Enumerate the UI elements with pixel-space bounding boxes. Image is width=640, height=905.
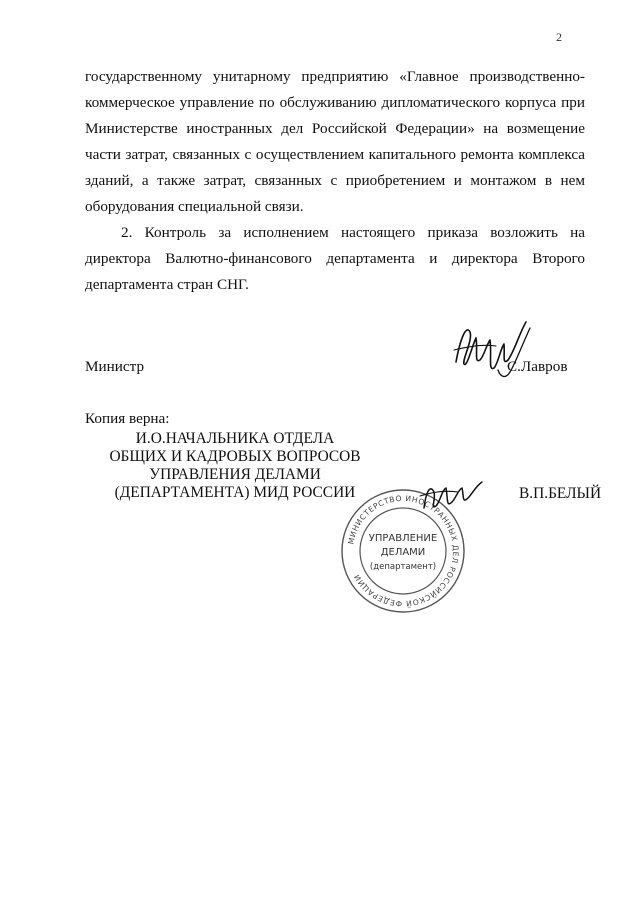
copy-certified-label: Копия верна: <box>85 410 170 427</box>
paragraph-line: зданий, а также затрат, связанных с приобретением и монтажом в нем <box>85 172 585 189</box>
official-title <box>95 430 375 502</box>
paragraph-line: 2. Контроль за исполнением настоящего приказа возложить на <box>121 224 585 241</box>
official-title-line: ОБЩИХ И КАДРОВЫХ ВОПРОСОВ <box>109 448 361 465</box>
paragraph-line: департамента стран СНГ. <box>85 276 249 293</box>
stamp-center-line: ДЕЛАМИ <box>380 547 426 558</box>
minister-label: Министр <box>85 358 145 375</box>
official-title-line: И.О.НАЧАЛЬНИКА ОТДЕЛА <box>135 430 335 447</box>
paragraph-line: государственному унитарному предприятию «Главное производственно- <box>85 68 585 85</box>
paragraph-line: директора Валютно-финансового департамента и директора Второго <box>85 250 585 267</box>
stamp-center-line: (департамент) <box>369 562 437 572</box>
stamp-ring-text: МИНИСТЕРСТВО ИНОСТРАННЫХ ДЕЛ РОССИЙСКОЙ ФЕДЕРАЦИИ <box>346 493 461 609</box>
paragraph-line: Министерстве иностранных дел Российской Федерации» на возмещение <box>85 120 585 137</box>
official-signature <box>418 472 488 517</box>
page-number: 2 <box>556 30 562 44</box>
paragraph-line: части затрат, связанных с осуществлением капитального ремонта комплекса <box>85 146 585 163</box>
official-title-line: (ДЕПАРТАМЕНТА) МИД РОССИИ <box>114 484 356 501</box>
stamp-center-line: УПРАВЛЕНИЕ <box>368 533 438 544</box>
paragraph-line: оборудования специальной связи. <box>85 198 304 215</box>
minister-name: С.Лавров <box>507 358 568 375</box>
paragraph-line: коммерческое управление по обслуживанию дипломатического корпуса при <box>85 94 585 111</box>
official-name: В.П.БЕЛЫЙ <box>519 485 602 502</box>
official-title-line: УПРАВЛЕНИЯ ДЕЛАМИ <box>149 466 321 483</box>
